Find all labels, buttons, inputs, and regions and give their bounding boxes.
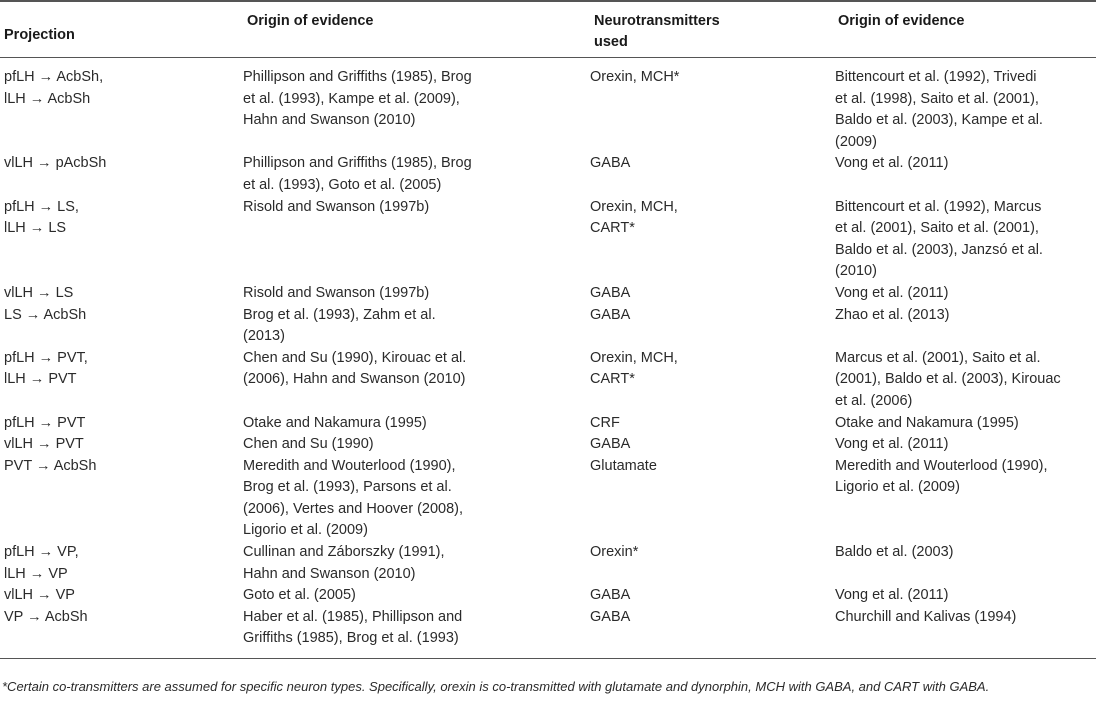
neurotransmitter-cell: GABA xyxy=(590,436,631,453)
projection-cell: vlLH → VP xyxy=(4,587,75,604)
origin-evidence-cell: Meredith and Wouterlood (1990), Brog et al. (1993), Parsons et al. (2006), Vertes and Hoover (2008), Ligorio et al. (2009) xyxy=(243,457,464,539)
projection-cell: PVT → AcbSh xyxy=(4,457,97,474)
origin-evidence-cell: Brog et al. (1993), Zahm et al. (2013) xyxy=(243,306,436,345)
origin-evidence-cell: Haber et al. (1985), Phillipson and Griffiths (1985), Brog et al. (1993) xyxy=(243,608,463,647)
table-row xyxy=(0,283,1096,305)
projection-cell: VP → AcbSh xyxy=(4,608,88,625)
projection-cell: vlLH → LS xyxy=(4,284,74,301)
table-row xyxy=(0,413,1096,435)
projection-cell: LS → AcbSh xyxy=(4,306,87,323)
neurotransmitter-cell: Orexin, MCH* xyxy=(590,69,680,85)
table-row xyxy=(0,197,1096,283)
origin-evidence-2-cell: Marcus et al. (2001), Saito et al. (2001), Baldo et al. (2003), Kirouac et al. (2006) xyxy=(835,349,1061,409)
table-body xyxy=(0,67,1096,650)
table-row xyxy=(0,153,1096,196)
origin-evidence-cell: Otake and Nakamura (1995) xyxy=(243,414,427,431)
projection-cell: pfLH → VP, lLH → VP xyxy=(4,544,79,582)
neurotransmitter-cell: Orexin* xyxy=(590,544,639,561)
projection-cell: pfLH → PVT, lLH → PVT xyxy=(4,349,88,388)
origin-evidence-2-cell: Vong et al. (2011) xyxy=(835,436,949,453)
table-row xyxy=(0,585,1096,607)
origin-evidence-2-cell: Vong et al. (2011) xyxy=(835,155,949,172)
neurotransmitter-cell: GABA xyxy=(590,284,631,301)
origin-evidence-cell: Goto et al. (2005) xyxy=(243,587,356,604)
neurotransmitter-cell: GABA xyxy=(590,306,631,323)
projection-cell: vlLH → PVT xyxy=(4,436,84,453)
origin-evidence-cell: Cullinan and Záborszky (1991), Hahn and Swanson (2010) xyxy=(243,544,445,582)
neurotransmitter-cell: GABA xyxy=(590,155,631,172)
top-rule xyxy=(0,0,1096,2)
neurotransmitter-cell: Glutamate xyxy=(590,457,657,474)
header-rule xyxy=(0,57,1096,58)
origin-evidence-2-cell: Otake and Nakamura (1995) xyxy=(835,414,1019,431)
header-neurotransmitters: Neurotransmitters used xyxy=(594,13,720,50)
origin-evidence-2-cell: Zhao et al. (2013) xyxy=(835,306,950,323)
header-projection: Projection xyxy=(4,27,75,43)
origin-evidence-2-cell: Meredith and Wouterlood (1990), Ligorio et al. (2009) xyxy=(835,457,1048,496)
table-row xyxy=(0,305,1096,348)
header-origin-evidence-1: Origin of evidence xyxy=(247,13,374,29)
origin-evidence-cell: Risold and Swanson (1997b) xyxy=(243,198,430,215)
origin-evidence-2-cell: Bittencourt et al. (1992), Marcus et al. (2001), Saito et al. (2001), Baldo et al. (2003), Janzsó et al. (2010) xyxy=(835,198,1043,280)
neurotransmitter-cell: Orexin, MCH, CART* xyxy=(590,349,678,388)
origin-evidence-2-cell: Baldo et al. (2003) xyxy=(835,544,954,561)
table-row xyxy=(0,456,1096,542)
bottom-rule xyxy=(0,658,1096,659)
origin-evidence-cell: Phillipson and Griffiths (1985), Brog et al. (1993), Kampe et al. (2009), Hahn and Swanson (2010) xyxy=(243,69,472,129)
neurotransmitter-cell: GABA xyxy=(590,587,631,604)
neurotransmitter-cell: CRF xyxy=(590,414,620,431)
table-row xyxy=(0,434,1096,456)
origin-evidence-cell: Risold and Swanson (1997b) xyxy=(243,284,430,301)
table-row xyxy=(0,542,1096,585)
projection-cell: vlLH → pAcbSh xyxy=(4,155,107,172)
table-footnote: *Certain co-transmitters are assumed for specific neuron types. Specifically, orexin is co-transmitted with glutamate and dynorphin, MCH with GABA, and CART with GABA. xyxy=(2,679,990,694)
table-row xyxy=(0,348,1096,413)
origin-evidence-2-cell: Vong et al. (2011) xyxy=(835,587,949,604)
projection-cell: pfLH → LS, lLH → LS xyxy=(4,198,79,237)
origin-evidence-2-cell: Vong et al. (2011) xyxy=(835,284,949,301)
origin-evidence-2-cell: Churchill and Kalivas (1994) xyxy=(835,608,1017,625)
neurotransmitter-cell: GABA xyxy=(590,608,631,625)
origin-evidence-2-cell: Bittencourt et al. (1992), Trivedi et al. (1998), Saito et al. (2001), Baldo et al. (2003), Kampe et al. (2009) xyxy=(835,69,1043,150)
table-row xyxy=(0,607,1096,650)
origin-evidence-cell: Chen and Su (1990), Kirouac et al. (2006), Hahn and Swanson (2010) xyxy=(243,349,467,388)
table-row xyxy=(0,67,1096,153)
origin-evidence-cell: Phillipson and Griffiths (1985), Brog et al. (1993), Goto et al. (2005) xyxy=(243,155,472,193)
neurotransmitter-cell: Orexin, MCH, CART* xyxy=(590,198,678,237)
header-origin-evidence-2: Origin of evidence xyxy=(838,13,965,29)
projection-cell: pfLH → AcbSh, lLH → AcbSh xyxy=(4,69,104,107)
projection-cell: pfLH → PVT xyxy=(4,414,86,431)
origin-evidence-cell: Chen and Su (1990) xyxy=(243,436,374,453)
